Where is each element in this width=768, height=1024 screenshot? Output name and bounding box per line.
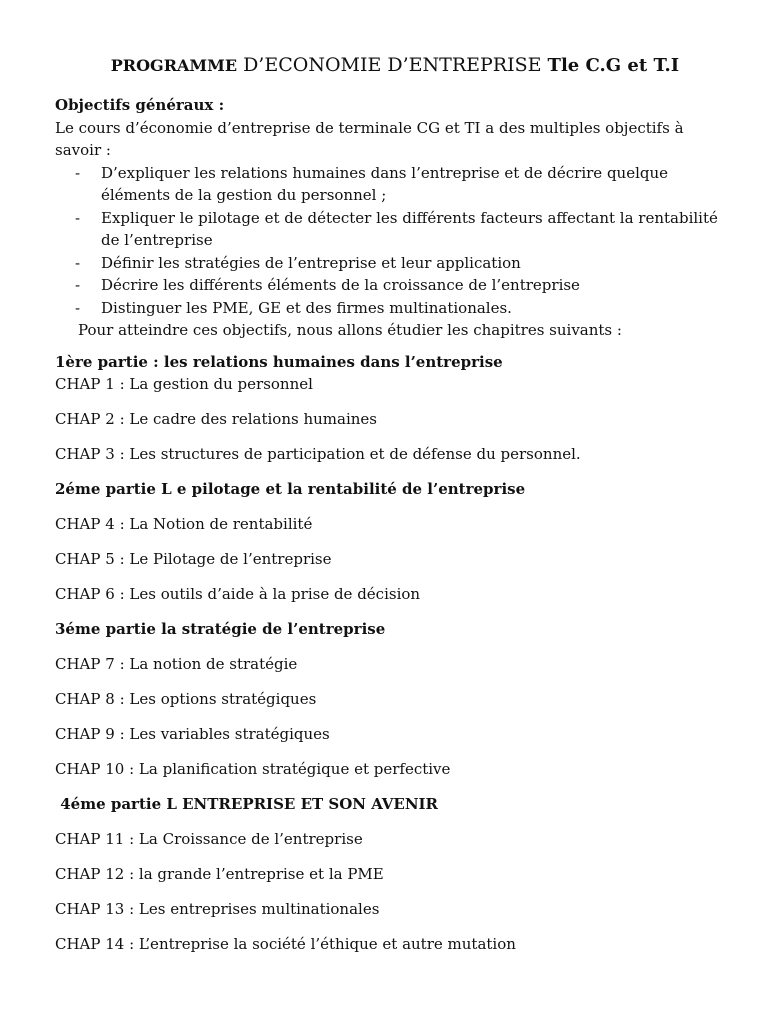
objective-text: Décrire les différents éléments de la croissance de l’entreprise — [101, 276, 580, 294]
chapter-item: CHAP 5 : Le Pilotage de l’entreprise — [55, 549, 332, 568]
objective-text: Distinguer les PME, GE et des firmes multinationales. — [101, 298, 512, 317]
objective-item — [55, 274, 735, 297]
objective-item — [55, 252, 735, 275]
title-part-economie: D’ECONOMIE D’ENTREPRISE — [237, 54, 548, 76]
part-2-heading: 2éme partie L e pilotage et la rentabilité de l’entreprise — [55, 479, 526, 498]
chapter-item: CHAP 3 : Les structures de participation et de défense du personnel. — [55, 444, 581, 463]
chapter-item: CHAP 9 : Les variables stratégiques — [55, 724, 330, 743]
objective-text: Définir les stratégies de l’entreprise et leur application — [101, 253, 521, 272]
objective-item — [55, 297, 735, 320]
objective-item — [55, 162, 735, 207]
objective-text: Expliquer le pilotage et de détecter les différents facteurs affectant la rentabilité de l’entreprise — [101, 208, 718, 249]
chapter-item: CHAP 2 : Le cadre des relations humaines — [55, 409, 377, 428]
title-part-programme: PROGRAMME — [110, 56, 238, 75]
list-dash: - — [75, 163, 81, 182]
chapter-item: CHAP 12 : la grande l’entreprise et la PME — [55, 864, 384, 883]
chapter-item: CHAP 13 : Les entreprises multinationales — [55, 899, 380, 918]
chapter-item: CHAP 11 : La Croissance de l’entreprise — [55, 829, 363, 848]
objectives-outro: Pour atteindre ces objectifs, nous allons étudier les chapitres suivants : — [78, 321, 622, 339]
document-page — [55, 54, 735, 955]
part-3-heading: 3éme partie la stratégie de l’entreprise — [55, 619, 386, 638]
part-4-heading: 4éme partie L ENTREPRISE ET SON AVENIR — [55, 794, 439, 813]
chapter-item: CHAP 6 : Les outils d’aide à la prise de décision — [55, 584, 421, 603]
chapter-item: CHAP 10 : La planification stratégique et perfective — [55, 759, 451, 778]
objectives-intro-line-1: Le cours d’économie d’entreprise de terminale CG et TI a des multiples objectifs à — [55, 118, 684, 137]
chapter-item: CHAP 1 : La gestion du personnel — [55, 374, 313, 393]
chapter-item: CHAP 8 : Les options stratégiques — [55, 689, 317, 708]
document-title — [55, 54, 735, 76]
title-part-classes: Tle C.G et T.I — [547, 55, 680, 76]
list-dash: - — [75, 298, 81, 317]
chapter-item: CHAP 4 : La Notion de rentabilité — [55, 514, 313, 533]
part-1-heading: 1ère partie : les relations humaines dans l’entreprise — [55, 352, 503, 371]
list-dash: - — [75, 276, 81, 294]
objectives-heading: Objectifs généraux : — [55, 96, 225, 114]
objectives-intro-line-2: savoir : — [55, 141, 111, 159]
chapter-item: CHAP 7 : La notion de stratégie — [55, 654, 298, 673]
objectives-list — [55, 162, 735, 320]
list-dash: - — [75, 253, 81, 272]
objective-item — [55, 207, 735, 252]
objective-text: D’expliquer les relations humaines dans l’entreprise et de décrire quelque éléments de la gestion du personnel ; — [101, 163, 669, 204]
chapter-item: CHAP 14 : L’entreprise la société l’éthique et autre mutation — [55, 934, 516, 953]
list-dash: - — [75, 208, 81, 227]
